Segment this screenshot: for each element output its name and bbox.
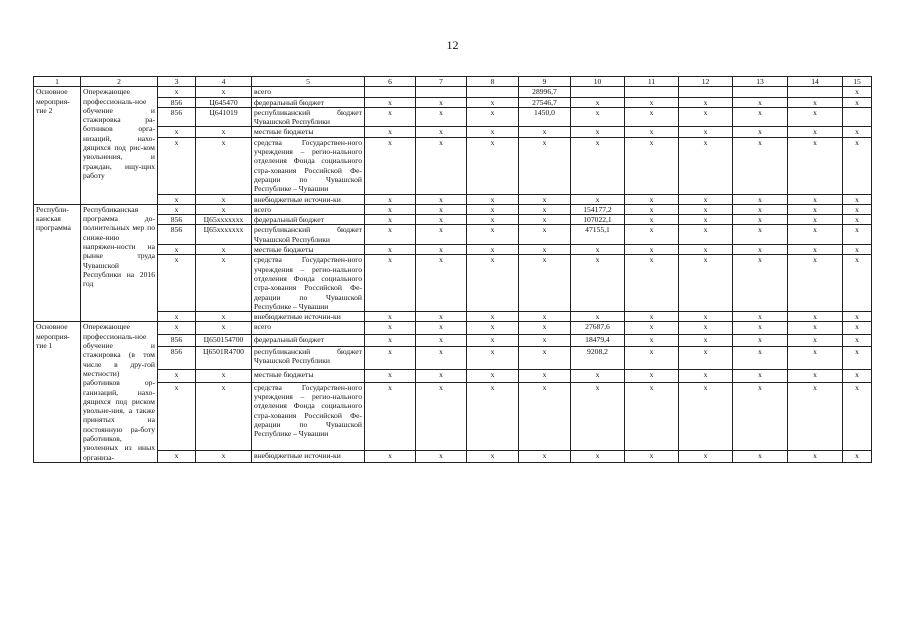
year-value: x xyxy=(679,245,733,255)
year-value: x xyxy=(519,127,571,137)
table-row xyxy=(34,204,872,214)
year-value: x xyxy=(467,255,519,312)
table-row xyxy=(34,215,872,225)
year-value: x xyxy=(571,370,625,382)
table-row xyxy=(34,255,872,312)
year-value: x xyxy=(571,127,625,137)
measure-name: Основное мероприя-тие 1 xyxy=(34,322,81,462)
year-value: x xyxy=(679,322,733,334)
year-value: x xyxy=(843,382,872,450)
year-value: x xyxy=(519,450,571,462)
year-value: x xyxy=(571,245,625,255)
year-value: x xyxy=(788,97,843,107)
funding-source: внебюджетные источни-ки xyxy=(252,450,365,462)
year-value xyxy=(679,87,733,97)
budget-code: x xyxy=(196,137,252,194)
ministry-code: 856 xyxy=(158,215,196,225)
year-value: x xyxy=(733,450,788,462)
year-value: x xyxy=(625,204,679,214)
year-value: x xyxy=(519,215,571,225)
year-value: x xyxy=(416,137,467,194)
funding-source: всего xyxy=(252,87,365,97)
year-value: x xyxy=(679,127,733,137)
year-value: x xyxy=(788,382,843,450)
year-value: 18479,4 xyxy=(571,334,625,346)
funding-source: средства Государствен-ного учреждения – регио-нального отделения Фонда социального стра-хования Российской Фе-дерации по Чувашской Республике – Чувашии xyxy=(252,137,365,194)
year-value: x xyxy=(519,245,571,255)
year-value: x xyxy=(365,137,416,194)
ministry-code: x xyxy=(158,382,196,450)
column-header: 9 xyxy=(519,77,571,87)
year-value: x xyxy=(365,322,416,334)
year-value: x xyxy=(571,97,625,107)
year-value: x xyxy=(625,370,679,382)
year-value: x xyxy=(467,225,519,245)
table-row xyxy=(34,382,872,450)
year-value xyxy=(571,87,625,97)
funding-source: федеральный бюджет xyxy=(252,215,365,225)
year-value: x xyxy=(843,127,872,137)
column-header: 8 xyxy=(467,77,519,87)
year-value xyxy=(733,87,788,97)
year-value: x xyxy=(365,204,416,214)
year-value: x xyxy=(467,127,519,137)
year-value: x xyxy=(679,255,733,312)
funding-source: республиканский бюджет Чувашской Республики xyxy=(252,225,365,245)
measure-description: Опережающее профессиональ-ное обучение и стажировка (в том числе в дру-гой местности) работников ор-ганизаций, нахо-дящихся под риском увольне-ния, а также принятых на постоянную ра-боту работников, уволенных из иных организа- xyxy=(81,322,158,462)
year-value: x xyxy=(571,107,625,127)
year-value: x xyxy=(365,370,416,382)
year-value xyxy=(365,87,416,97)
year-value: x xyxy=(625,347,679,370)
year-value: x xyxy=(365,225,416,245)
budget-code: x xyxy=(196,370,252,382)
column-header: 4 xyxy=(196,77,252,87)
year-value xyxy=(788,87,843,97)
year-value: x xyxy=(467,204,519,214)
year-value: x xyxy=(733,382,788,450)
page-number: 12 xyxy=(446,38,459,52)
year-value: x xyxy=(416,97,467,107)
ministry-code: x xyxy=(158,370,196,382)
year-value: x xyxy=(625,382,679,450)
ministry-code: x xyxy=(158,194,196,204)
budget-code: x xyxy=(196,312,252,322)
year-value: x xyxy=(467,347,519,370)
column-header: 12 xyxy=(679,77,733,87)
year-value xyxy=(467,87,519,97)
budget-code: x xyxy=(196,204,252,214)
year-value: x xyxy=(519,322,571,334)
year-value: x xyxy=(365,450,416,462)
year-value: x xyxy=(519,194,571,204)
year-value: x xyxy=(733,137,788,194)
year-value: x xyxy=(843,347,872,370)
table-row xyxy=(34,450,872,462)
table-row xyxy=(34,347,872,370)
table-row xyxy=(34,127,872,137)
year-value: x xyxy=(416,245,467,255)
year-value: x xyxy=(733,245,788,255)
year-value: x xyxy=(625,334,679,346)
budget-table xyxy=(33,76,872,463)
year-value: 47155,1 xyxy=(571,225,625,245)
year-value: x xyxy=(416,322,467,334)
year-value: x xyxy=(519,255,571,312)
column-header: 14 xyxy=(788,77,843,87)
year-value: x xyxy=(416,334,467,346)
year-value: x xyxy=(733,97,788,107)
measure-name: Основное мероприя-тие 2 xyxy=(34,87,81,205)
year-value: x xyxy=(467,245,519,255)
year-value: x xyxy=(416,225,467,245)
year-value: x xyxy=(625,137,679,194)
year-value: x xyxy=(571,137,625,194)
year-value: x xyxy=(679,225,733,245)
year-value: x xyxy=(733,312,788,322)
measure-name: Республи-канская программа xyxy=(34,204,81,322)
ministry-code: x xyxy=(158,127,196,137)
funding-source: внебюджетные источни-ки xyxy=(252,194,365,204)
ministry-code: x xyxy=(158,245,196,255)
year-value: x xyxy=(625,194,679,204)
year-value: 28996,7 xyxy=(519,87,571,97)
ministry-code: x xyxy=(158,450,196,462)
year-value: x xyxy=(519,225,571,245)
table-row xyxy=(34,370,872,382)
year-value: x xyxy=(416,255,467,312)
ministry-code: 856 xyxy=(158,334,196,346)
year-value: x xyxy=(679,194,733,204)
year-value: x xyxy=(625,215,679,225)
year-value: 27546,7 xyxy=(519,97,571,107)
funding-source: местные бюджеты xyxy=(252,245,365,255)
year-value: x xyxy=(519,370,571,382)
year-value: x xyxy=(679,97,733,107)
year-value: x xyxy=(679,450,733,462)
year-value: x xyxy=(733,215,788,225)
funding-source: федеральный бюджет xyxy=(252,97,365,107)
year-value: x xyxy=(365,334,416,346)
year-value: x xyxy=(679,347,733,370)
year-value: x xyxy=(843,204,872,214)
column-header: 6 xyxy=(365,77,416,87)
table-row xyxy=(34,87,872,97)
year-value: x xyxy=(365,107,416,127)
year-value: x xyxy=(679,334,733,346)
year-value: x xyxy=(679,107,733,127)
budget-code: Ц65ххххххх xyxy=(196,225,252,245)
budget-code: x xyxy=(196,245,252,255)
budget-code: x xyxy=(196,87,252,97)
year-value: x xyxy=(571,312,625,322)
year-value: x xyxy=(843,194,872,204)
year-value: x xyxy=(519,347,571,370)
ministry-code: x xyxy=(158,137,196,194)
year-value: x xyxy=(733,225,788,245)
year-value: x xyxy=(625,107,679,127)
year-value: x xyxy=(467,312,519,322)
year-value: x xyxy=(416,204,467,214)
year-value: x xyxy=(416,127,467,137)
year-value: x xyxy=(625,312,679,322)
year-value: x xyxy=(843,255,872,312)
year-value: x xyxy=(467,322,519,334)
funding-source: федеральный бюджет xyxy=(252,334,365,346)
year-value: x xyxy=(467,137,519,194)
year-value: x xyxy=(416,215,467,225)
year-value: x xyxy=(467,215,519,225)
year-value: x xyxy=(625,245,679,255)
column-number-row xyxy=(34,77,872,87)
year-value: x xyxy=(467,194,519,204)
year-value: x xyxy=(788,127,843,137)
ministry-code: x xyxy=(158,87,196,97)
year-value: x xyxy=(571,382,625,450)
year-value: x xyxy=(843,370,872,382)
year-value: x xyxy=(788,334,843,346)
year-value: x xyxy=(365,347,416,370)
year-value: x xyxy=(467,370,519,382)
table-body xyxy=(34,77,872,463)
year-value: x xyxy=(733,322,788,334)
column-header: 7 xyxy=(416,77,467,87)
year-value: x xyxy=(843,312,872,322)
year-value: x xyxy=(843,334,872,346)
year-value: x xyxy=(733,204,788,214)
year-value: x xyxy=(519,334,571,346)
year-value: x xyxy=(733,370,788,382)
funding-source: республиканский бюджет Чувашской Республики xyxy=(252,347,365,370)
year-value: x xyxy=(467,450,519,462)
year-value xyxy=(625,87,679,97)
budget-code: x xyxy=(196,255,252,312)
budget-code: Ц6501R4700 xyxy=(196,347,252,370)
year-value: x xyxy=(733,334,788,346)
year-value: x xyxy=(625,450,679,462)
year-value: x xyxy=(788,107,843,127)
year-value: x xyxy=(625,97,679,107)
budget-code: x xyxy=(196,382,252,450)
table-row xyxy=(34,194,872,204)
year-value: x xyxy=(843,215,872,225)
column-header: 13 xyxy=(733,77,788,87)
budget-code: Ц641019 xyxy=(196,107,252,127)
year-value: x xyxy=(365,255,416,312)
year-value: 9208,2 xyxy=(571,347,625,370)
column-header: 5 xyxy=(252,77,365,87)
year-value: x xyxy=(843,137,872,194)
ministry-code: 856 xyxy=(158,225,196,245)
year-value: x xyxy=(416,194,467,204)
year-value: x xyxy=(416,382,467,450)
funding-source: средства Государствен-ного учреждения – регио-нального отделения Фонда социального стра-хования Российской Фе-дерации по Чувашской Республике – Чувашии xyxy=(252,255,365,312)
year-value: 154177,2 xyxy=(571,204,625,214)
year-value: x xyxy=(365,312,416,322)
year-value: x xyxy=(788,225,843,245)
year-value: x xyxy=(733,255,788,312)
year-value: x xyxy=(365,194,416,204)
year-value: x xyxy=(416,370,467,382)
year-value: x xyxy=(843,225,872,245)
year-value: x xyxy=(519,204,571,214)
year-value: x xyxy=(365,97,416,107)
table-row xyxy=(34,322,872,334)
year-value: x xyxy=(788,450,843,462)
ministry-code: x xyxy=(158,312,196,322)
year-value: x xyxy=(788,322,843,334)
year-value: x xyxy=(416,347,467,370)
budget-code: x xyxy=(196,322,252,334)
year-value: x xyxy=(625,322,679,334)
year-value: x xyxy=(571,450,625,462)
year-value: x xyxy=(519,312,571,322)
year-value: x xyxy=(843,97,872,107)
budget-code: x xyxy=(196,450,252,462)
year-value: x xyxy=(416,107,467,127)
ministry-code: 856 xyxy=(158,97,196,107)
year-value: x xyxy=(467,334,519,346)
year-value: x xyxy=(416,450,467,462)
year-value: x xyxy=(679,204,733,214)
table-row xyxy=(34,225,872,245)
year-value xyxy=(843,107,872,127)
year-value: x xyxy=(788,194,843,204)
year-value: x xyxy=(679,215,733,225)
year-value: x xyxy=(843,322,872,334)
budget-code: Ц650154700 xyxy=(196,334,252,346)
year-value: x xyxy=(365,215,416,225)
table-row xyxy=(34,107,872,127)
year-value: x xyxy=(788,370,843,382)
year-value: 27687,6 xyxy=(571,322,625,334)
year-value: x xyxy=(843,87,872,97)
column-header: 10 xyxy=(571,77,625,87)
year-value: x xyxy=(571,194,625,204)
year-value: x xyxy=(519,382,571,450)
year-value: x xyxy=(733,347,788,370)
year-value: x xyxy=(788,137,843,194)
funding-source: республиканский бюджет Чувашской Республики xyxy=(252,107,365,127)
year-value: x xyxy=(679,370,733,382)
year-value: x xyxy=(467,97,519,107)
budget-code: Ц65ххххххх xyxy=(196,215,252,225)
year-value: x xyxy=(788,204,843,214)
year-value: x xyxy=(365,382,416,450)
year-value: x xyxy=(788,255,843,312)
year-value: x xyxy=(843,450,872,462)
ministry-code: 856 xyxy=(158,107,196,127)
measure-description: Республиканская программа до-полнительных мер по сниже-нию напряжен-ности на рынке труда Чувашской Республики на 2016 год xyxy=(81,204,158,322)
table-row xyxy=(34,312,872,322)
year-value: x xyxy=(788,312,843,322)
funding-source: местные бюджеты xyxy=(252,370,365,382)
funding-source: всего xyxy=(252,322,365,334)
year-value: x xyxy=(679,137,733,194)
year-value: x xyxy=(365,245,416,255)
year-value: x xyxy=(679,312,733,322)
ministry-code: x xyxy=(158,255,196,312)
year-value: x xyxy=(733,107,788,127)
table-row xyxy=(34,137,872,194)
table-row xyxy=(34,245,872,255)
year-value: x xyxy=(571,255,625,312)
column-header: 15 xyxy=(843,77,872,87)
budget-code: x xyxy=(196,127,252,137)
year-value: x xyxy=(467,382,519,450)
year-value: x xyxy=(519,137,571,194)
budget-code: Ц645470 xyxy=(196,97,252,107)
funding-source: всего xyxy=(252,204,365,214)
column-header: 2 xyxy=(81,77,158,87)
year-value: x xyxy=(365,127,416,137)
ministry-code: x xyxy=(158,322,196,334)
year-value: x xyxy=(625,255,679,312)
year-value: x xyxy=(788,215,843,225)
column-header: 1 xyxy=(34,77,81,87)
funding-source: внебюджетные источни-ки xyxy=(252,312,365,322)
funding-source: средства Государствен-ного учреждения – регио-нального отделения Фонда социального стра-хования Российской Фе-дерации по Чувашской Республике – Чувашии xyxy=(252,382,365,450)
ministry-code: 856 xyxy=(158,347,196,370)
year-value: x xyxy=(625,127,679,137)
year-value: x xyxy=(788,347,843,370)
year-value: x xyxy=(625,225,679,245)
column-header: 3 xyxy=(158,77,196,87)
year-value: x xyxy=(788,245,843,255)
measure-description: Опережающее профессиональ-ное обучение и стажировка ра-ботников орга-низаций, нахо-дящихся под рис-ком увольнения, и граждан, ищу-щих работу xyxy=(81,87,158,205)
year-value: x xyxy=(679,382,733,450)
year-value: x xyxy=(843,245,872,255)
year-value: x xyxy=(416,312,467,322)
year-value xyxy=(416,87,467,97)
page-cutoff xyxy=(0,578,905,640)
year-value: x xyxy=(733,127,788,137)
table-row xyxy=(34,97,872,107)
funding-source: местные бюджеты xyxy=(252,127,365,137)
budget-code: x xyxy=(196,194,252,204)
year-value: 1450,0 xyxy=(519,107,571,127)
table-row xyxy=(34,334,872,346)
year-value: 107022,1 xyxy=(571,215,625,225)
year-value: x xyxy=(733,194,788,204)
column-header: 11 xyxy=(625,77,679,87)
year-value: x xyxy=(467,107,519,127)
ministry-code: x xyxy=(158,204,196,214)
